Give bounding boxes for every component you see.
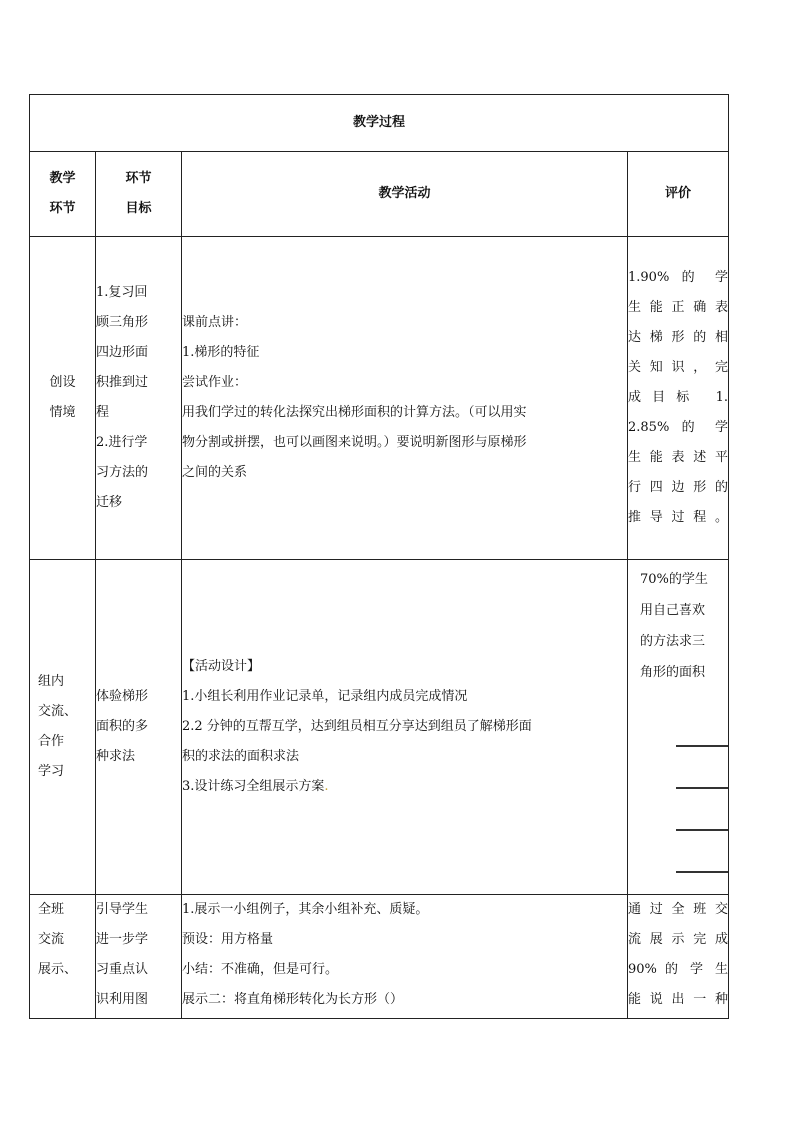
activity-line: 之间的关系 bbox=[182, 465, 248, 480]
activity-line: 小结：不准确，但是可行。 bbox=[182, 962, 339, 977]
activity-line: 积的求法的面积求法 bbox=[182, 749, 300, 764]
activity-cell bbox=[182, 895, 628, 1019]
goal-line: 面积的多 bbox=[96, 719, 149, 734]
goal-line: 体验梯形 bbox=[96, 689, 149, 704]
activity-line: 1.展示一小组例子，其余小组补充、质疑。 bbox=[182, 902, 429, 917]
goal-line: 习重点认 bbox=[96, 962, 149, 977]
evaluation-line: 行四边形的 bbox=[628, 480, 729, 495]
header-goal-line: 环节 bbox=[125, 171, 152, 186]
goal-line: 1.复习回 bbox=[96, 285, 148, 300]
table-title: 教学过程 bbox=[30, 95, 729, 152]
activity-line: 1.小组长利用作业记录单，记录组内成员完成情况 bbox=[182, 689, 468, 704]
evaluation-line: 90% 的 学 生 bbox=[628, 962, 729, 977]
goal-line: 引导学生 bbox=[96, 902, 149, 917]
header-goal bbox=[96, 152, 182, 237]
header-segment bbox=[30, 152, 96, 237]
activity-cell bbox=[182, 237, 628, 560]
evaluation-line: 1.90% 的 学 bbox=[628, 270, 729, 285]
goal-line: 积推到过 bbox=[96, 375, 149, 390]
table-row bbox=[30, 560, 729, 895]
segment-cell bbox=[30, 237, 96, 560]
answer-line bbox=[676, 871, 728, 873]
answer-lines bbox=[676, 745, 728, 913]
header-segment-line: 教学 bbox=[49, 171, 76, 186]
goal-line: 顾三角形 bbox=[96, 315, 149, 330]
goal-line: 2.进行学 bbox=[96, 435, 148, 450]
activity-line: 【活动设计】 bbox=[182, 659, 261, 674]
header-activity: 教学活动 bbox=[182, 152, 628, 237]
goal-cell bbox=[96, 560, 182, 895]
activity-text: 3.设计练习全组展示方案 bbox=[182, 779, 325, 794]
segment-line: 展示、 bbox=[38, 962, 78, 977]
evaluation-line: 角形的面积 bbox=[640, 665, 706, 680]
evaluation-line: 生能正确表 bbox=[628, 300, 729, 315]
activity-line: 2.2 分钟的互帮互学，达到组员相互分享达到组员了解梯形面 bbox=[182, 719, 532, 734]
evaluation-line: 70%的学生 bbox=[640, 572, 708, 587]
activity-line: 展示二：将直角梯形转化为长方形（） bbox=[182, 992, 404, 1007]
evaluation-cell bbox=[628, 560, 729, 895]
goal-line: 四边形面 bbox=[96, 345, 149, 360]
segment-line: 组内 bbox=[38, 674, 65, 689]
teaching-process-table bbox=[29, 94, 729, 1019]
goal-line: 程 bbox=[96, 405, 110, 420]
evaluation-line: 流展示完成 bbox=[628, 932, 729, 947]
segment-line: 创设 bbox=[49, 375, 76, 390]
evaluation-line: 通过全班交 bbox=[628, 902, 729, 917]
header-segment-line: 环节 bbox=[49, 201, 76, 216]
activity-line: 物分割或拼摆，也可以画图来说明。）要说明新图形与原梯形 bbox=[182, 435, 527, 450]
header-evaluation: 评价 bbox=[628, 152, 729, 237]
activity-line: 课前点讲： bbox=[182, 315, 248, 330]
answer-line bbox=[676, 745, 728, 747]
goal-line: 识利用图 bbox=[96, 992, 149, 1007]
segment-cell bbox=[30, 560, 96, 895]
segment-line: 学习 bbox=[38, 764, 65, 779]
evaluation-line: 生能表述平 bbox=[628, 450, 729, 465]
header-goal-line: 目标 bbox=[125, 201, 152, 216]
activity-line: 尝试作业： bbox=[182, 375, 248, 390]
segment-line: 交流 bbox=[38, 932, 65, 947]
trailing-dot: . bbox=[324, 779, 329, 794]
evaluation-line: 的方法求三 bbox=[640, 634, 706, 649]
segment-line: 交流、 bbox=[38, 704, 78, 719]
evaluation-text bbox=[634, 564, 724, 688]
table-row bbox=[30, 237, 729, 560]
answer-line bbox=[676, 787, 728, 789]
goal-line: 进一步学 bbox=[96, 932, 149, 947]
table-row bbox=[30, 895, 729, 1019]
evaluation-line: 关知识，完 bbox=[628, 360, 729, 375]
segment-line: 全班 bbox=[38, 902, 65, 917]
activity-line: 预设：用方格量 bbox=[182, 932, 274, 947]
segment-line: 情境 bbox=[49, 405, 76, 420]
activity-line: 用我们学过的转化法探究出梯形面积的计算方法。（可以用实 bbox=[182, 405, 527, 420]
evaluation-line: 推导过程。 bbox=[628, 510, 729, 525]
goal-cell bbox=[96, 237, 182, 560]
evaluation-line: 能说出一种 bbox=[628, 992, 729, 1007]
goal-line: 种求法 bbox=[96, 749, 136, 764]
evaluation-line: 成目标 1. bbox=[628, 390, 729, 405]
segment-cell bbox=[30, 895, 96, 1019]
evaluation-line: 2.85% 的 学 bbox=[628, 420, 729, 435]
activity-cell bbox=[182, 560, 628, 895]
activity-line bbox=[182, 772, 627, 802]
goal-line: 习方法的 bbox=[96, 465, 149, 480]
evaluation-cell bbox=[628, 237, 729, 560]
evaluation-cell bbox=[628, 895, 729, 1019]
goal-line: 迁移 bbox=[96, 495, 123, 510]
evaluation-line: 达梯形的相 bbox=[628, 330, 729, 345]
answer-line bbox=[676, 829, 728, 831]
activity-line: 1.梯形的特征 bbox=[182, 345, 260, 360]
segment-line: 合作 bbox=[38, 734, 65, 749]
goal-cell bbox=[96, 895, 182, 1019]
evaluation-line: 用自己喜欢 bbox=[640, 603, 706, 618]
